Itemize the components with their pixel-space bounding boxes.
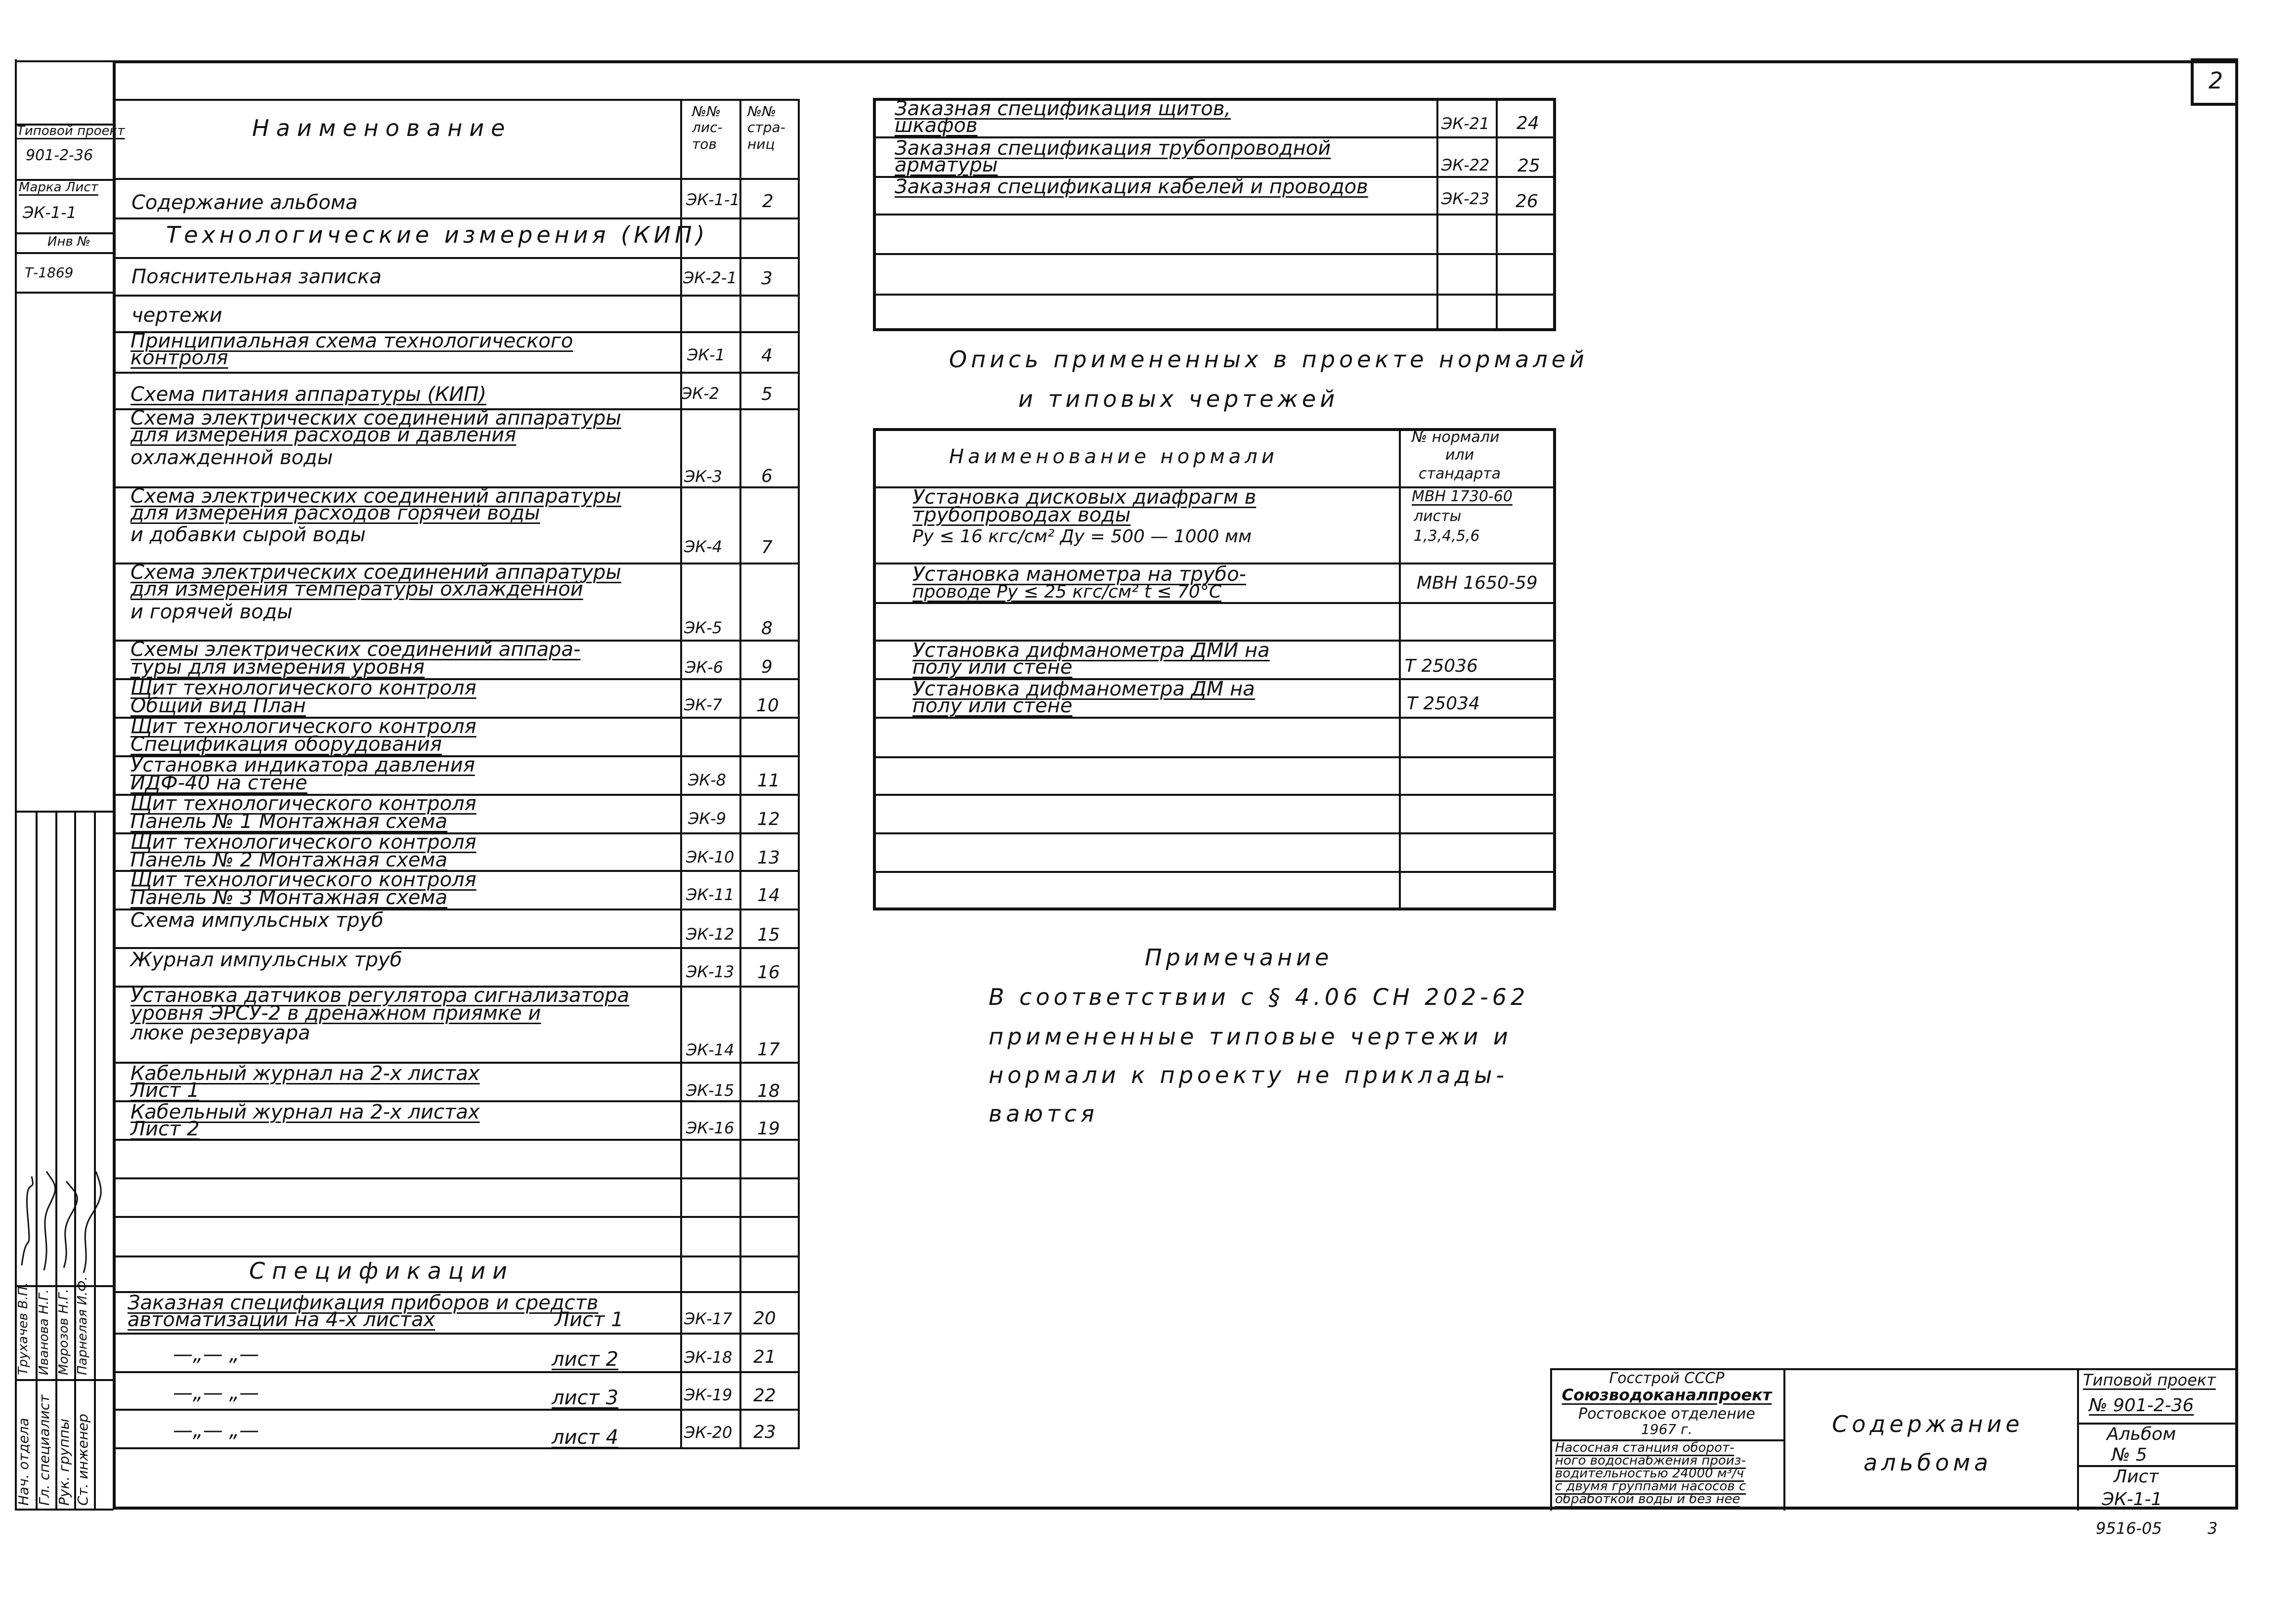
side-mark-label: Марка Лист (19, 180, 98, 195)
side-name-3: Морозов Н.Г. (56, 1289, 71, 1375)
row-7-page: 10 (756, 695, 779, 716)
header-sheets-2: лис- (692, 119, 723, 135)
row-14-sheet: ЭК-13 (686, 962, 735, 981)
row-4-sheet: ЭК-4 (684, 537, 722, 556)
norm-1-line-2: трубопроводах воды (912, 504, 1131, 526)
spec-row-4-ditto: —„— „— (173, 1419, 260, 1442)
object-line-5: обработкой воды и без нее (1555, 1492, 1740, 1507)
header-pages-2: стра- (747, 119, 785, 135)
side-role-2: Гл. специалист (36, 1394, 52, 1506)
row-2-sheet: ЭК-2 (681, 384, 719, 403)
norm-3-line-2: полу или стене (912, 656, 1073, 679)
norm-3-line-1: Установка дифманометра ДМИ на (912, 639, 1270, 662)
norm-1-no-1: МВН 1730-60 (1412, 488, 1513, 505)
spec-table-row-1-line-1: Заказная спецификация щитов, (895, 97, 1231, 120)
spec-table-row-2-line-1: Заказная спецификация трубопроводной (895, 137, 1331, 160)
object-line-4: с двумя группами насосов с (1555, 1479, 1746, 1494)
row-4-line-3: и добавки сырой воды (130, 523, 366, 546)
side-inv-value: Т-1869 (25, 264, 74, 281)
norm-1-line-1: Установка дисковых диафрагм в (912, 486, 1256, 509)
object-line-2: ного водоснабжения произ- (1555, 1453, 1746, 1468)
row-1-page: 4 (761, 346, 773, 366)
object-line-1: Насосная станция оборот- (1555, 1440, 1734, 1455)
row-7-line-2: Общий вид План (130, 694, 306, 717)
row-5-line-3: и горячей воды (130, 601, 293, 623)
row-3-sheet: ЭК-3 (684, 467, 722, 486)
spec-row-1-tail: Лист 1 (555, 1308, 624, 1331)
doc-title-line-1: Содержание (1832, 1411, 2024, 1437)
norms-header-no-3: стандарта (1419, 465, 1501, 482)
footer-code: 9516-05 (2096, 1519, 2162, 1538)
spec-table-row-2-page: 25 (1517, 156, 1540, 176)
side-project-label: Типовой проект (17, 124, 125, 138)
row-album-sheet: ЭК-1-1 (686, 190, 740, 209)
section-kip: Технологические измерения (КИП) (166, 221, 709, 248)
side-project-value: 901-2-36 (26, 147, 93, 164)
tb-album-no: № 5 (2112, 1445, 2147, 1465)
side-role-4: Ст. инженер (75, 1414, 91, 1506)
row-8-line-1: Щит технологического контроля (130, 715, 477, 738)
binding-strip-bottom (15, 1509, 114, 1511)
side-role-3: Рук. группы (56, 1419, 72, 1506)
spec-row-1-line-2: автоматизации на 4-х листах (128, 1308, 435, 1331)
spec-table-row-2-line-2: арматуры (895, 154, 998, 176)
row-13-page: 15 (757, 925, 780, 945)
side-name-1: Трухачев В.П. (16, 1282, 31, 1375)
doc-title-line-2: альбома (1863, 1449, 1993, 1476)
spec-table-row-1-sheet: ЭК-21 (1441, 114, 1490, 133)
row-9-page: 11 (757, 771, 780, 791)
spec-row-2-page: 21 (753, 1347, 776, 1367)
row-17-line-2: Лист 2 (130, 1118, 200, 1140)
row-13-line-1: Схема импульсных труб (130, 909, 384, 932)
header-pages-1: №№ (747, 103, 777, 120)
sheet-number: 2 (2209, 67, 2223, 94)
tb-project-label: Типовой проект (2083, 1371, 2216, 1389)
binding-strip-top (15, 60, 114, 62)
org-line-4: 1967 г. (1641, 1421, 1692, 1437)
norm-1-line-3: Ру ≤ 16 кгс/см² Ду = 500 — 1000 мм (912, 526, 1252, 547)
spec-row-1-line-1: Заказная спецификация приборов и средств (128, 1292, 599, 1314)
norm-4-no-1: Т 25034 (1407, 693, 1480, 714)
row-10-line-2: Панель № 1 Монтажная схема (130, 810, 448, 833)
spec-row-3-page: 22 (753, 1385, 776, 1406)
spec-table-row-1-line-2: шкафов (895, 114, 978, 137)
row-9-line-2: ИДФ-40 на стене (130, 772, 307, 794)
spec-table-row-3-line-1: Заказная спецификация кабелей и проводов (895, 175, 1368, 198)
row-1-line-2: контроля (130, 346, 228, 369)
spec-row-2-sheet: ЭК-18 (684, 1348, 733, 1367)
row-6-line-1: Схемы электрических соединений аппара- (130, 638, 581, 661)
norms-header-name: Наименование нормали (949, 445, 1278, 468)
drawings-label: чертежи (131, 304, 222, 327)
spec-table-row-3-page: 26 (1516, 191, 1538, 212)
row-12-line-2: Панель № 3 Монтажная схема (130, 886, 448, 909)
row-note-sheet: ЭК-2-1 (683, 268, 737, 287)
row-5-page: 8 (761, 618, 773, 639)
spec-row-1-page: 20 (753, 1308, 776, 1329)
row-4-line-1: Схема электрических соединений аппаратуры (130, 485, 621, 508)
row-6-page: 9 (761, 657, 773, 677)
norm-4-line-1: Установка дифманометра ДМ на (912, 678, 1255, 700)
row-13-sheet: ЭК-12 (686, 925, 735, 944)
norm-2-line-2: проводе Ру ≤ 25 кгс/см² t ≤ 70°С (912, 582, 1221, 602)
spec-row-4-tail: лист 4 (552, 1426, 619, 1449)
object-line-3: водительностью 24000 м³/ч (1555, 1466, 1744, 1481)
row-12-sheet: ЭК-11 (686, 885, 735, 904)
row-5-line-1: Схема электрических соединений аппаратуры (130, 561, 621, 584)
spec-row-2-tail: лист 2 (552, 1348, 619, 1371)
row-11-line-1: Щит технологического контроля (130, 831, 477, 854)
row-9-sheet: ЭК-8 (688, 771, 726, 789)
row-7-sheet: ЭК-7 (684, 695, 722, 714)
spec-table-row-2-sheet: ЭК-22 (1441, 156, 1490, 174)
note-title: Примечание (1145, 944, 1333, 971)
norm-4-line-2: полу или стене (912, 694, 1073, 717)
tb-project-no: № 901-2-36 (2089, 1395, 2194, 1416)
row-3-line-1: Схема электрических соединений аппаратуры (130, 407, 621, 430)
row-4-page: 7 (761, 537, 773, 558)
side-role-1: Нач. отдела (15, 1418, 32, 1506)
row-11-sheet: ЭК-10 (686, 848, 735, 866)
note-line-1: В соответствии с § 4.06 СН 202-62 (989, 984, 1529, 1010)
note-line-2: примененные типовые чертежи и (989, 1023, 1512, 1050)
note-line-3: нормали к проекту не приклады- (989, 1062, 1509, 1088)
side-name-2: Иванова Н.Г. (37, 1289, 51, 1375)
norms-title-line-1: Опись примененных в проекте нормалей (949, 346, 1588, 373)
side-name-4: Парнелая И.Ф. (75, 1276, 90, 1375)
row-17-page: 19 (757, 1119, 780, 1139)
row-album-name: Содержание альбома (131, 191, 358, 214)
spec-row-3-sheet: ЭК-19 (684, 1385, 733, 1404)
signatures (17, 1167, 111, 1280)
spec-row-1-sheet: ЭК-17 (684, 1309, 733, 1328)
row-note-page: 3 (761, 268, 773, 289)
row-15-sheet: ЭК-14 (686, 1040, 735, 1059)
row-10-line-1: Щит технологического контроля (130, 792, 477, 815)
row-14-line-1: Журнал импульсных труб (130, 949, 402, 971)
org-line-1: Госстрой СССР (1609, 1370, 1725, 1387)
row-note-name: Пояснительная записка (131, 265, 382, 288)
norms-header-no-1: № нормали (1412, 429, 1500, 446)
row-6-sheet: ЭК-6 (685, 658, 723, 677)
row-16-line-2: Лист 1 (130, 1079, 200, 1102)
side-inv-label: Инв № (47, 234, 91, 249)
row-5-sheet: ЭК-5 (684, 618, 722, 637)
row-6-line-2: туры для измерения уровня (130, 656, 425, 679)
row-12-line-1: Щит технологического контроля (130, 868, 477, 891)
norm-1-no-3: 1,3,4,5,6 (1414, 527, 1480, 545)
row-5-line-2: для измерения температуры охлажденной (130, 578, 583, 601)
row-14-page: 16 (757, 962, 780, 983)
org-line-2: Союзводоканалпроект (1561, 1385, 1772, 1404)
row-2-line-1: Схема питания аппаратуры (КИП) (130, 383, 486, 406)
header-name: Наименование (252, 115, 512, 141)
row-1-line-1: Принципиальная схема технологического (130, 330, 573, 352)
spec-row-4-page: 23 (753, 1422, 776, 1442)
row-7-line-1: Щит технологического контроля (130, 677, 477, 699)
row-1-sheet: ЭК-1 (687, 346, 725, 364)
row-15-line-3: люке резервуара (130, 1022, 310, 1044)
row-3-line-2: для измерения расходов и давления (130, 424, 517, 446)
norm-2-no-1: МВН 1650-59 (1417, 573, 1538, 593)
side-mark-value: ЭК-1-1 (23, 203, 77, 222)
footer-page: 3 (2208, 1519, 2218, 1538)
row-15-page: 17 (757, 1039, 780, 1060)
row-17-line-1: Кабельный журнал на 2-х листах (130, 1101, 480, 1124)
spec-row-4-sheet: ЭК-20 (684, 1423, 733, 1442)
row-10-sheet: ЭК-9 (688, 809, 726, 828)
spec-table-row-3-sheet: ЭК-23 (1441, 189, 1490, 208)
header-pages-3: ниц (747, 136, 775, 152)
row-11-page: 13 (757, 848, 780, 868)
norm-2-line-1: Установка манометра на трубо- (912, 563, 1247, 586)
norm-3-no-1: Т 25036 (1405, 656, 1478, 676)
header-sheets-3: тов (692, 136, 717, 152)
norm-1-no-2: листы (1414, 508, 1462, 525)
row-8-line-2: Спецификация оборудования (130, 733, 442, 756)
row-3-line-3: охлажденной воды (130, 446, 333, 469)
row-12-page: 14 (757, 885, 780, 906)
row-16-page: 18 (757, 1081, 780, 1101)
row-11-line-2: Панель № 2 Монтажная схема (130, 849, 448, 871)
row-2-page: 5 (761, 384, 773, 404)
note-line-4: ваются (989, 1100, 1098, 1127)
row-16-line-1: Кабельный журнал на 2-х листах (130, 1062, 480, 1085)
spec-table-row-1-page: 24 (1516, 113, 1539, 133)
norms-header-no-2: или (1445, 446, 1474, 464)
spec-row-2-ditto: —„— „— (173, 1343, 260, 1366)
header-sheets-1: №№ (692, 103, 721, 120)
org-line-3: Ростовское отделение (1578, 1405, 1755, 1423)
row-15-line-1: Установка датчиков регулятора сигнализатора (130, 984, 630, 1007)
row-15-line-2: уровня ЭРСУ-2 в дренажном приямке и (130, 1002, 541, 1025)
tb-album-label: Альбом (2107, 1424, 2176, 1444)
spec-row-3-ditto: —„— „— (173, 1382, 260, 1404)
row-9-line-1: Установка индикатора давления (130, 754, 475, 777)
row-3-page: 6 (761, 466, 773, 486)
section-spec: Спецификации (249, 1257, 514, 1284)
row-album-page: 2 (762, 191, 774, 212)
norms-title-line-2: и типовых чертежей (1018, 386, 1339, 412)
tb-sheet-label: Лист (2114, 1467, 2159, 1487)
row-4-line-2: для измерения расходов горячей воды (130, 502, 540, 524)
spec-row-3-tail: лист 3 (552, 1386, 619, 1409)
tb-sheet-no: ЭК-1-1 (2102, 1489, 2163, 1510)
row-16-sheet: ЭК-15 (686, 1081, 735, 1100)
row-10-page: 12 (757, 809, 780, 829)
row-17-sheet: ЭК-16 (686, 1119, 735, 1137)
